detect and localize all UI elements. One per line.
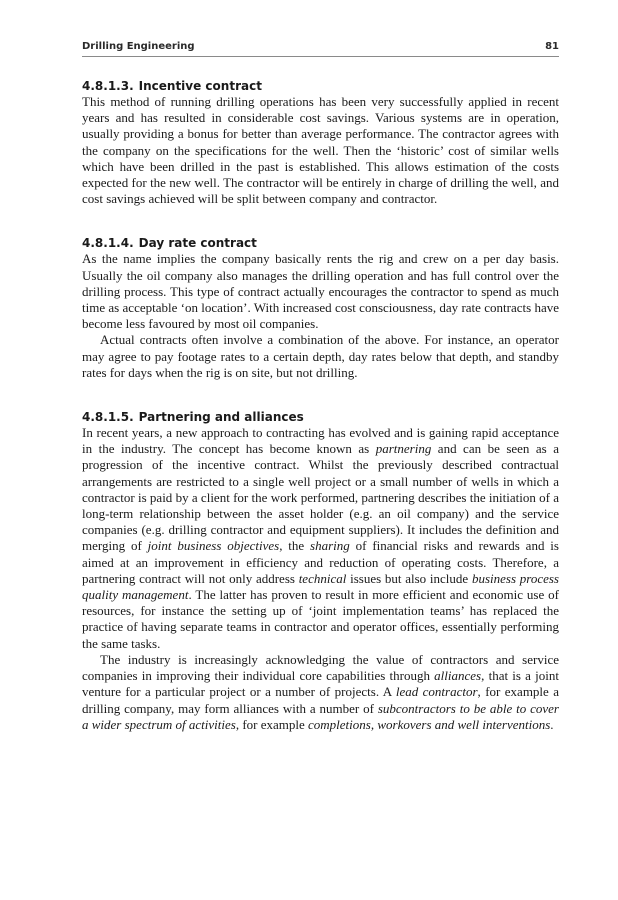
- section-number: 4.8.1.3.: [82, 79, 134, 93]
- text-run: , for example a drilling company, may form alliances with a number of: [82, 684, 559, 716]
- emphasis-run: alliances: [434, 668, 482, 684]
- emphasis-run: joint business objectives: [147, 538, 280, 554]
- section-title: Day rate contract: [138, 236, 257, 251]
- paragraph: [82, 94, 559, 207]
- section-title: Partnering and alliances: [138, 410, 304, 425]
- emphasis-run: technical: [298, 570, 347, 586]
- section-heading: [82, 78, 559, 94]
- text-run: and can be seen as a progression of the incentive contract. Whilst the previously described contractual arrangements are restricted to a single well project or a small number of wells in which a contractor is paid by a client for the work performed, partnering describes the initiation of a long-term relationship between the asset holder (e.g. an oil company) and the service companies (e.g. drilling contractor and equipment suppliers). It includes the definition and merging of: [82, 441, 559, 554]
- section-title: Incentive contract: [138, 79, 262, 93]
- text-run: This method of running drilling operations has been very successfully applied in recent years and has resulted in considerable cost savings. Various systems are in operation, usually providing a bonus for better than average performance. The contractor agrees with the company on the specifications for the well. Then the ‘historic’ cost of similar wells which have been drilled in the past is established. This allows estimation of the costs expected for the new well. The contractor will be entirely in charge of drilling the well, and cost savings achieved will be split between company and contractor.: [82, 94, 559, 207]
- text-run: .: [550, 716, 554, 732]
- paragraph: [82, 652, 559, 733]
- section-day-rate-contract: [82, 235, 559, 381]
- emphasis-run: lead contractor: [395, 684, 478, 700]
- section-heading: [82, 235, 559, 251]
- text-run: , for example: [235, 716, 309, 732]
- paragraph: [82, 332, 559, 381]
- text-run: In recent years, a new approach to contracting has evolved and is gaining rapid acceptance in the industry. The concept has become known as: [82, 425, 559, 457]
- text-run: The industry is increasingly acknowledging the value of contractors and service companies in improving their individual core capabilities through: [82, 651, 559, 684]
- page-body: [82, 78, 559, 733]
- emphasis-run: business process quality management: [82, 570, 559, 603]
- book-title: Drilling Engineering: [82, 41, 195, 52]
- text-run: , that is a joint venture for a particular project or a number of projects. A: [82, 668, 559, 700]
- page-number: 81: [545, 41, 559, 52]
- section-incentive-contract: [82, 78, 559, 207]
- text-run: issues but also include: [346, 570, 472, 586]
- emphasis-run: sharing: [310, 538, 350, 554]
- emphasis-run: subcontractors to be able to cover a wider spectrum of activities: [82, 700, 559, 732]
- text-run: As the name implies the company basically rents the rig and crew on a per day basis. Usually the oil company also manages the drilling operation and has full control over the drilling process. This type of contract actually encourages the contractor to spend as much time as acceptable ‘on location’. With increased cost consciousness, day rate contracts have become less favoured by most oil companies.: [82, 251, 559, 332]
- text-run: of financial risks and rewards and is aimed at an improvement in efficiency and reduction of operating costs. Therefore, a partnering contract will not only address: [82, 538, 559, 586]
- text-run: Actual contracts often involve a combination of the above. For instance, an operator may agree to pay footage rates to a certain depth, day rates below that depth, and standby rates for days when the rig is on site, but not drilling.: [82, 332, 559, 380]
- paragraph: [82, 251, 559, 332]
- running-header: [82, 40, 559, 57]
- section-number: 4.8.1.4.: [82, 236, 134, 251]
- paragraph: [82, 425, 559, 652]
- section-partnering-and-alliances: [82, 409, 559, 733]
- emphasis-run: partnering: [375, 441, 432, 457]
- section-heading: [82, 409, 559, 425]
- section-number: 4.8.1.5.: [82, 410, 134, 425]
- text-run: . The latter has proven to result in more efficient and economic use of resources, for instance the setting up of ‘joint implementation teams’ has replaced the practice of having separate teams in contractor and operator offices, essentially performing the same tasks.: [82, 587, 559, 651]
- text-run: , the: [279, 538, 311, 554]
- emphasis-run: completions, workovers and well interventions: [308, 716, 551, 732]
